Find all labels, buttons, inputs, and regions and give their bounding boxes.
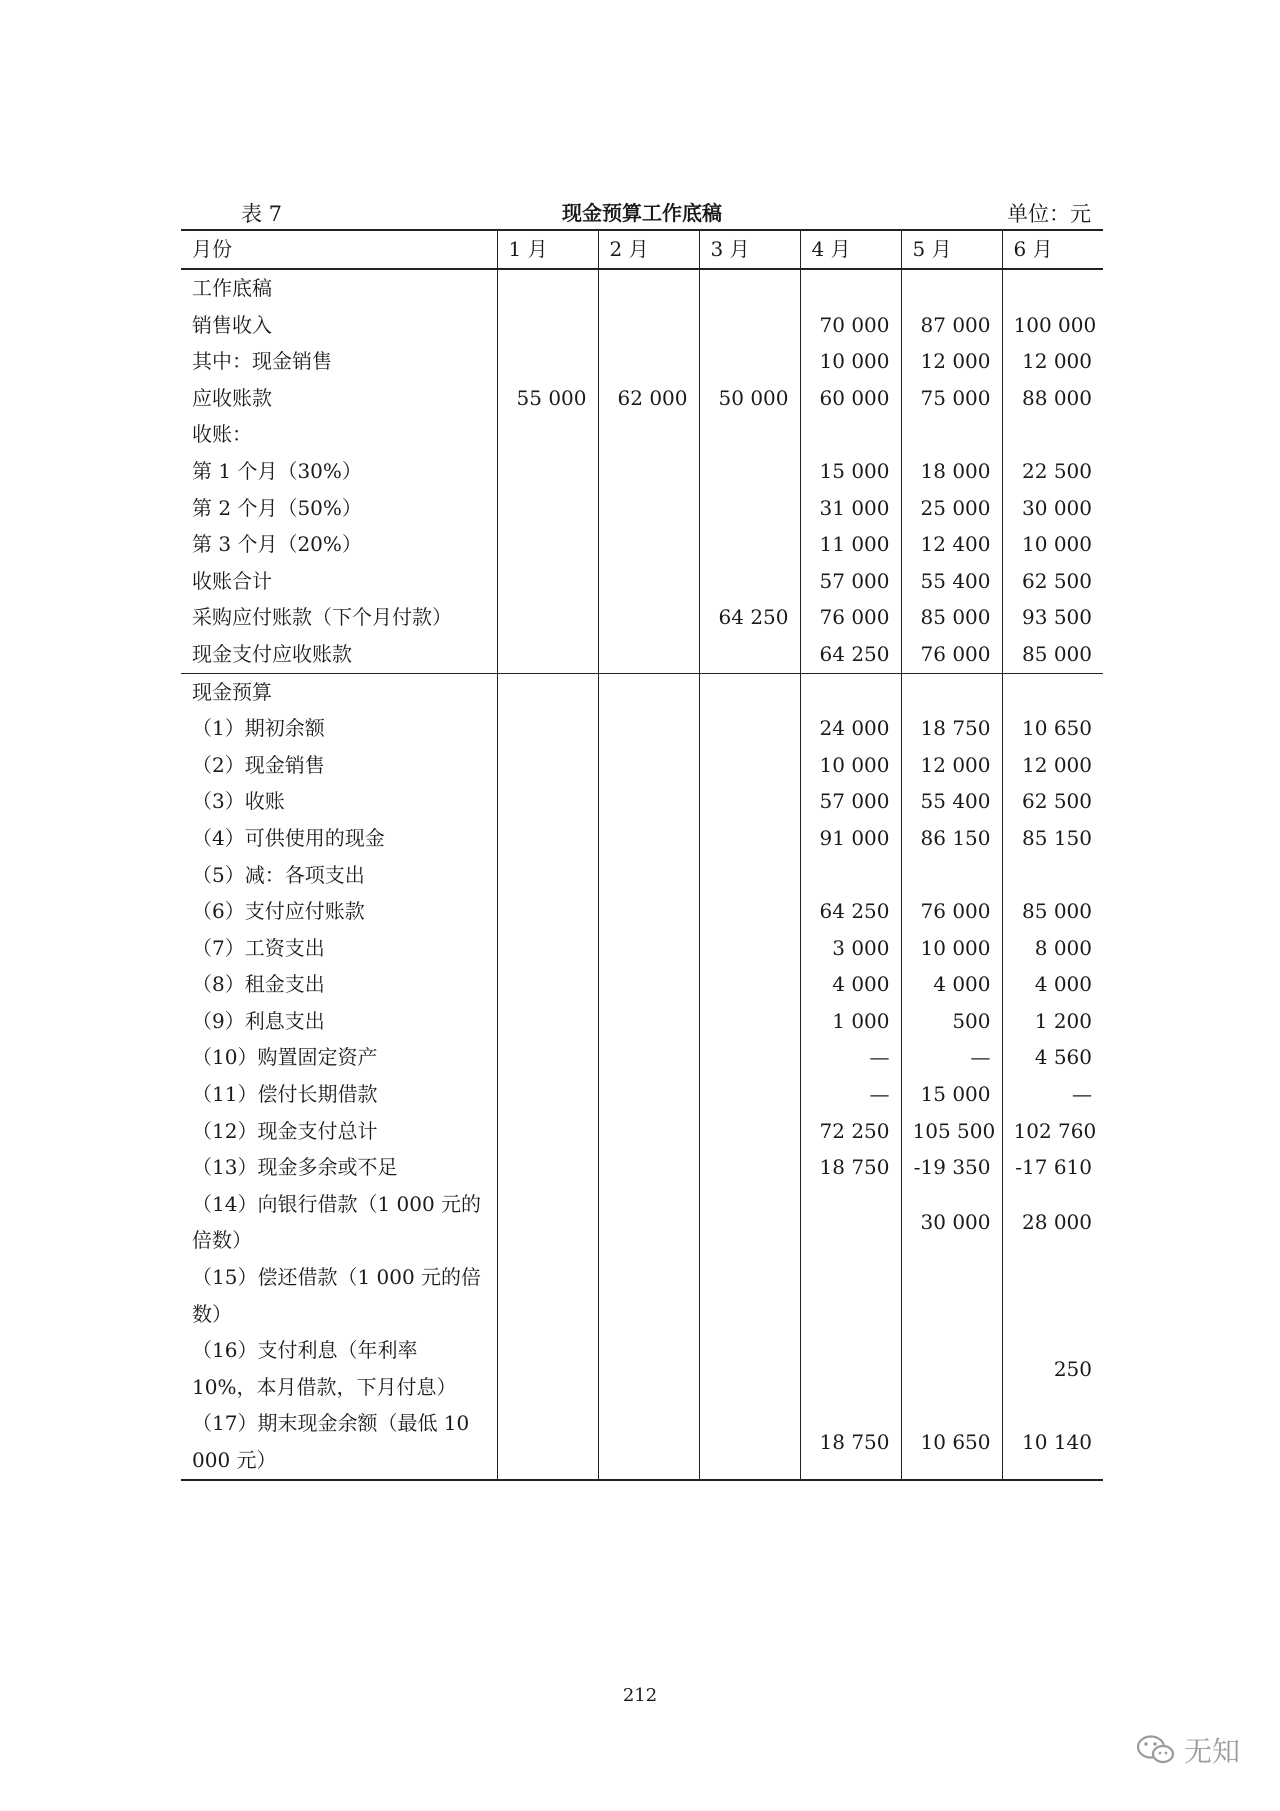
value-cell: 12 400 — [901, 526, 1002, 563]
table-row — [181, 416, 1103, 453]
row-label: 现金支付应收账款 — [192, 641, 352, 666]
value-cell: 85 000 — [1002, 636, 1103, 673]
value-cell — [497, 1003, 598, 1040]
value-cell: 4 000 — [901, 966, 1002, 1003]
value-cell: 30 000 — [901, 1186, 1002, 1259]
row-label: 其中：现金销售 — [192, 349, 332, 374]
value-cell — [1002, 269, 1103, 307]
value-cell — [598, 490, 699, 527]
value-cell — [699, 1259, 800, 1332]
value-cell: 3 000 — [800, 930, 901, 967]
table-row — [181, 930, 1103, 967]
value-cell: 10 000 — [901, 930, 1002, 967]
row-label: （14）向银行借款（1 000 元的倍数） — [192, 1191, 482, 1253]
table-row — [181, 1149, 1103, 1186]
value-cell: 64 250 — [699, 599, 800, 636]
value-cell: 18 000 — [901, 453, 1002, 490]
table-row — [181, 673, 1103, 710]
value-cell — [598, 857, 699, 894]
value-cell: 50 000 — [699, 380, 800, 417]
table-row — [181, 563, 1103, 600]
value-cell — [497, 747, 598, 784]
value-cell — [901, 416, 1002, 453]
table-row — [181, 453, 1103, 490]
value-cell: 55 000 — [497, 380, 598, 417]
value-cell: -17 610 — [1002, 1149, 1103, 1186]
value-cell: 62 000 — [598, 380, 699, 417]
header-cell: 6 月 — [1002, 230, 1103, 269]
table-row — [181, 1405, 1103, 1479]
value-cell — [497, 966, 598, 1003]
value-cell: 12 000 — [901, 747, 1002, 784]
value-cell: 102 760 — [1002, 1113, 1103, 1150]
value-cell: — — [1002, 1076, 1103, 1113]
table-row — [181, 1113, 1103, 1150]
value-cell: — — [800, 1039, 901, 1076]
page-number: 212 — [622, 1685, 658, 1706]
value-cell: 64 250 — [800, 636, 901, 673]
value-cell: 55 400 — [901, 563, 1002, 600]
watermark-text: 无知 — [1183, 1735, 1240, 1768]
value-cell — [598, 747, 699, 784]
value-cell — [699, 563, 800, 600]
cash-budget-table — [181, 229, 1103, 1481]
value-cell — [598, 1113, 699, 1150]
value-cell: 1 200 — [1002, 1003, 1103, 1040]
value-cell — [497, 453, 598, 490]
value-cell: 500 — [901, 1003, 1002, 1040]
row-label: 收账： — [192, 422, 252, 447]
table-row — [181, 343, 1103, 380]
value-cell — [598, 966, 699, 1003]
row-label: 应收账款 — [192, 385, 272, 410]
header-cell: 2 月 — [598, 230, 699, 269]
table-row — [181, 783, 1103, 820]
row-label: （12）现金支付总计 — [192, 1118, 378, 1143]
value-cell — [598, 893, 699, 930]
value-cell — [497, 490, 598, 527]
value-cell — [699, 820, 800, 857]
table-body — [181, 269, 1103, 1480]
table-row — [181, 1076, 1103, 1113]
value-cell — [699, 966, 800, 1003]
row-label: 第 2 个月（50%） — [192, 495, 362, 520]
value-cell: 72 250 — [800, 1113, 901, 1150]
table-row — [181, 966, 1103, 1003]
value-cell — [699, 1076, 800, 1113]
value-cell — [598, 563, 699, 600]
value-cell — [497, 930, 598, 967]
value-cell — [598, 930, 699, 967]
value-cell — [497, 1113, 598, 1150]
value-cell: 18 750 — [800, 1149, 901, 1186]
value-cell — [598, 307, 699, 344]
value-cell: -19 350 — [901, 1149, 1002, 1186]
row-label: 销售收入 — [192, 312, 272, 337]
value-cell — [497, 783, 598, 820]
table-row — [181, 1003, 1103, 1040]
value-cell — [598, 1259, 699, 1332]
value-cell — [497, 307, 598, 344]
value-cell — [598, 1076, 699, 1113]
header-row — [181, 230, 1103, 269]
value-cell: 11 000 — [800, 526, 901, 563]
value-cell — [699, 269, 800, 307]
value-cell — [598, 1186, 699, 1259]
row-label: （3）收账 — [192, 789, 285, 814]
value-cell: 57 000 — [800, 563, 901, 600]
value-cell — [497, 599, 598, 636]
value-cell — [699, 453, 800, 490]
value-cell: 4 000 — [1002, 966, 1103, 1003]
value-cell — [699, 1186, 800, 1259]
value-cell: — — [901, 1039, 1002, 1076]
row-label: （8）租金支出 — [192, 972, 325, 997]
value-cell — [699, 710, 800, 747]
value-cell — [598, 343, 699, 380]
row-label: 第 1 个月（30%） — [192, 458, 362, 483]
value-cell: 62 500 — [1002, 563, 1103, 600]
value-cell — [800, 269, 901, 307]
value-cell: 85 150 — [1002, 820, 1103, 857]
value-cell: 31 000 — [800, 490, 901, 527]
value-cell: 62 500 — [1002, 783, 1103, 820]
value-cell — [497, 416, 598, 453]
value-cell — [901, 857, 1002, 894]
value-cell — [497, 857, 598, 894]
value-cell: 4 000 — [800, 966, 901, 1003]
value-cell — [598, 1003, 699, 1040]
value-cell: 24 000 — [800, 710, 901, 747]
table-caption — [181, 192, 1103, 228]
value-cell: 87 000 — [901, 307, 1002, 344]
header-cell: 4 月 — [800, 230, 901, 269]
value-cell: 10 650 — [901, 1405, 1002, 1479]
value-cell: 105 500 — [901, 1113, 1002, 1150]
value-cell: 10 650 — [1002, 710, 1103, 747]
row-label: 现金预算 — [181, 673, 497, 710]
value-cell: 55 400 — [901, 783, 1002, 820]
value-cell — [901, 1259, 1002, 1332]
row-label: （13）现金多余或不足 — [192, 1155, 398, 1180]
value-cell — [598, 526, 699, 563]
value-cell: 15 000 — [901, 1076, 1002, 1113]
value-cell: 93 500 — [1002, 599, 1103, 636]
value-cell — [1002, 857, 1103, 894]
value-cell: 10 140 — [1002, 1405, 1103, 1479]
table-row — [181, 490, 1103, 527]
table-number: 表 7 — [241, 202, 283, 226]
row-label: （11）偿付长期借款 — [192, 1082, 378, 1107]
value-cell: 18 750 — [901, 710, 1002, 747]
value-cell — [598, 1405, 699, 1479]
table-row — [181, 893, 1103, 930]
value-cell: 88 000 — [1002, 380, 1103, 417]
value-cell: 60 000 — [800, 380, 901, 417]
row-label: 采购应付账款（下个月付款） — [192, 605, 452, 630]
value-cell — [800, 1332, 901, 1405]
table-row — [181, 269, 1103, 307]
value-cell — [598, 1332, 699, 1405]
value-cell: 30 000 — [1002, 490, 1103, 527]
value-cell — [699, 783, 800, 820]
value-cell — [800, 416, 901, 453]
value-cell: 85 000 — [901, 599, 1002, 636]
table-row — [181, 1039, 1103, 1076]
table-row — [181, 710, 1103, 747]
watermark — [1136, 1730, 1240, 1770]
value-cell — [800, 1259, 901, 1332]
row-label: （6）支付应付账款 — [192, 899, 365, 924]
value-cell — [699, 1113, 800, 1150]
value-cell — [800, 857, 901, 894]
value-cell: 1 000 — [800, 1003, 901, 1040]
row-label: （15）偿还借款（1 000 元的倍数） — [192, 1265, 482, 1326]
value-cell — [598, 673, 699, 710]
value-cell — [901, 673, 1002, 710]
table-row — [181, 307, 1103, 344]
row-label: （17）期末现金余额（最低 10 000 元） — [192, 1411, 470, 1472]
value-cell: 86 150 — [901, 820, 1002, 857]
value-cell — [699, 857, 800, 894]
value-cell: 76 000 — [901, 636, 1002, 673]
value-cell: 8 000 — [1002, 930, 1103, 967]
value-cell — [1002, 673, 1103, 710]
value-cell — [699, 490, 800, 527]
value-cell — [699, 416, 800, 453]
value-cell — [699, 526, 800, 563]
value-cell: 12 000 — [1002, 747, 1103, 784]
header-cell: 5 月 — [901, 230, 1002, 269]
table-row — [181, 526, 1103, 563]
table-title: 现金预算工作底稿 — [562, 201, 722, 225]
value-cell: 10 000 — [1002, 526, 1103, 563]
value-cell — [699, 893, 800, 930]
value-cell: 76 000 — [800, 599, 901, 636]
table-row — [181, 820, 1103, 857]
wechat-bubble-icon — [1136, 1733, 1176, 1767]
value-cell — [598, 820, 699, 857]
value-cell — [598, 636, 699, 673]
unit-label: 单位：元 — [1007, 202, 1091, 226]
value-cell: 22 500 — [1002, 453, 1103, 490]
header-cell: 3 月 — [699, 230, 800, 269]
table-row — [181, 599, 1103, 636]
value-cell — [598, 453, 699, 490]
value-cell — [800, 1186, 901, 1259]
value-cell — [699, 636, 800, 673]
value-cell — [598, 269, 699, 307]
value-cell — [699, 1149, 800, 1186]
value-cell: 250 — [1002, 1332, 1103, 1405]
row-label: 第 3 个月（20%） — [192, 532, 362, 557]
table-row — [181, 857, 1103, 894]
value-cell — [699, 747, 800, 784]
value-cell: 15 000 — [800, 453, 901, 490]
value-cell — [497, 1405, 598, 1479]
value-cell — [598, 710, 699, 747]
value-cell: 4 560 — [1002, 1039, 1103, 1076]
value-cell — [901, 269, 1002, 307]
value-cell: 85 000 — [1002, 893, 1103, 930]
value-cell — [497, 710, 598, 747]
value-cell — [598, 1149, 699, 1186]
value-cell — [497, 526, 598, 563]
value-cell — [497, 673, 598, 710]
value-cell: 12 000 — [1002, 343, 1103, 380]
value-cell — [497, 269, 598, 307]
value-cell — [598, 783, 699, 820]
table-row — [181, 380, 1103, 417]
table-row — [181, 1259, 1103, 1332]
value-cell — [699, 307, 800, 344]
value-cell — [699, 930, 800, 967]
value-cell: 64 250 — [800, 893, 901, 930]
table-row — [181, 636, 1103, 673]
row-label: （1）期初余额 — [192, 716, 325, 741]
value-cell: 76 000 — [901, 893, 1002, 930]
row-label: （2）现金销售 — [192, 752, 325, 777]
table-row — [181, 747, 1103, 784]
value-cell — [699, 673, 800, 710]
value-cell: — — [800, 1076, 901, 1113]
value-cell — [901, 1332, 1002, 1405]
value-cell — [497, 893, 598, 930]
header-cell: 月份 — [181, 230, 497, 269]
value-cell: 12 000 — [901, 343, 1002, 380]
value-cell: 18 750 — [800, 1405, 901, 1479]
row-label: （16）支付利息（年利率 10%，本月借款，下月付息） — [192, 1338, 457, 1399]
value-cell — [497, 1149, 598, 1186]
value-cell — [699, 1405, 800, 1479]
value-cell — [497, 563, 598, 600]
row-label: 工作底稿 — [192, 276, 272, 300]
row-label: （4）可供使用的现金 — [192, 825, 385, 850]
value-cell — [497, 1332, 598, 1405]
value-cell — [800, 673, 901, 710]
value-cell — [699, 1039, 800, 1076]
header-cell: 1 月 — [497, 230, 598, 269]
value-cell: 10 000 — [800, 343, 901, 380]
value-cell — [497, 820, 598, 857]
row-label: 收账合计 — [192, 568, 272, 593]
value-cell — [497, 1259, 598, 1332]
value-cell — [699, 1003, 800, 1040]
value-cell: 75 000 — [901, 380, 1002, 417]
table-row — [181, 1186, 1103, 1259]
value-cell — [497, 636, 598, 673]
row-label: （9）利息支出 — [192, 1008, 325, 1033]
value-cell: 25 000 — [901, 490, 1002, 527]
row-label: （7）工资支出 — [192, 935, 325, 960]
value-cell: 91 000 — [800, 820, 901, 857]
value-cell — [598, 1039, 699, 1076]
row-label: （5）减：各项支出 — [192, 862, 365, 887]
value-cell — [1002, 1259, 1103, 1332]
value-cell: 10 000 — [800, 747, 901, 784]
value-cell — [1002, 416, 1103, 453]
value-cell — [598, 416, 699, 453]
value-cell — [497, 1076, 598, 1113]
row-label: （10）购置固定资产 — [192, 1045, 378, 1070]
value-cell — [598, 599, 699, 636]
value-cell: 70 000 — [800, 307, 901, 344]
value-cell — [699, 343, 800, 380]
value-cell — [497, 1039, 598, 1076]
value-cell: 57 000 — [800, 783, 901, 820]
table-row — [181, 1332, 1103, 1405]
value-cell — [497, 1186, 598, 1259]
value-cell: 28 000 — [1002, 1186, 1103, 1259]
value-cell: 100 000 — [1002, 307, 1103, 344]
value-cell — [497, 343, 598, 380]
value-cell — [699, 1332, 800, 1405]
